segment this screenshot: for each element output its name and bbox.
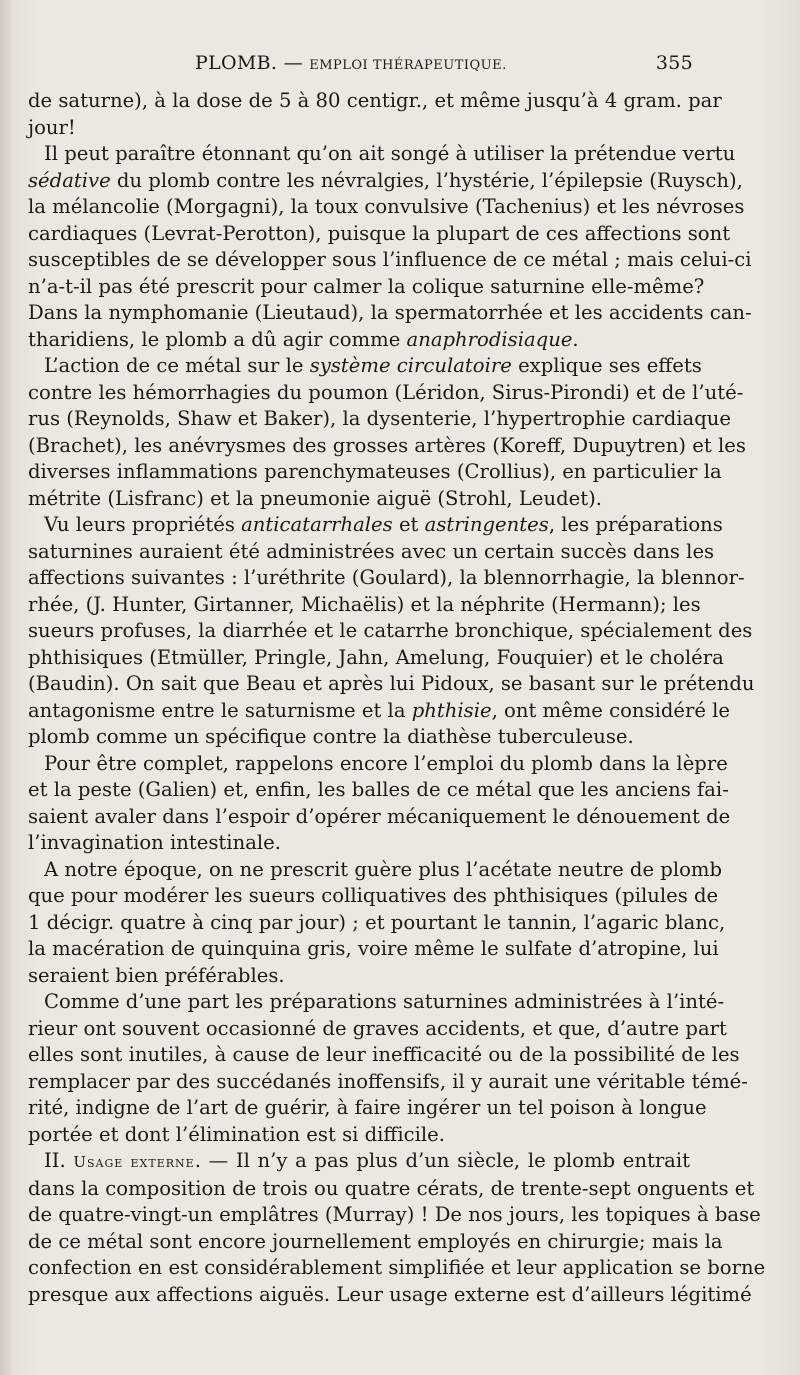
text-line: rieur ont souvent occasionné de graves accidents, et que, d’autre part bbox=[28, 1016, 727, 1040]
text-line: sueurs profuses, la diarrhée et le catarrhe bronchique, spécialement des bbox=[28, 619, 753, 642]
text-line: elles sont inutiles, à cause de leur inefficacité ou de la possibilité de les bbox=[28, 1043, 740, 1066]
text-line: n’a-t-il pas été prescrit pour calmer la colique saturnine elle-même? bbox=[28, 274, 705, 298]
text-line: portée et dont l’élimination est si difficile. bbox=[28, 1122, 445, 1146]
text-line: (Brachet), les anévrysmes des grosses artères (Koreff, Dupuytren) et les bbox=[28, 433, 746, 457]
text-line: plomb comme un spécifique contre la diathèse tuberculeuse. bbox=[28, 725, 634, 748]
text-line: saturnines auraient été administrées avec un certain succès dans les bbox=[28, 539, 715, 563]
text-line: contre les hémorrhagies du poumon (Léridon, Sirus-Pirondi) et de l’uté- bbox=[28, 380, 744, 404]
text-line: diverses inflammations parenchymateuses (Crollius), en particulier la bbox=[28, 460, 722, 483]
text-line: rus (Reynolds, Shaw et Baker), la dysenterie, l’hypertrophie cardiaque bbox=[28, 407, 731, 430]
text-line: la mélancolie (Morgagni), la toux convulsive (Tachenius) et les névroses bbox=[28, 195, 745, 218]
text-line: l’invagination intestinale. bbox=[28, 831, 281, 854]
text-line: Vu leurs propriétés anticatarrhales et astringentes, les préparations bbox=[44, 513, 723, 536]
text-line: de ce métal sont encore journellement employés en chirurgie; mais la bbox=[28, 1229, 723, 1253]
text-line: phthisiques (Etmüller, Pringle, Jahn, Amelung, Fouquier) et le choléra bbox=[28, 645, 724, 669]
text-line: cardiaques (Levrat-Perotton), puisque la plupart de ces affections sont bbox=[28, 221, 731, 245]
text-line: 1 décigr. quatre à cinq par jour) ; et pourtant le tannin, l’agaric blanc, bbox=[28, 910, 726, 934]
running-title bbox=[195, 52, 507, 74]
text-line: que pour modérer les sueurs colliquatives des phthisiques (pilules de bbox=[28, 884, 719, 907]
body-text bbox=[28, 88, 766, 1308]
text-line: II. Usage externe. — Il n’y a pas plus d’un siècle, le plomb entrait bbox=[44, 1149, 691, 1172]
page-number: 355 bbox=[655, 52, 693, 74]
text-line: tharidiens, le plomb a dû agir comme anaphrodisiaque. bbox=[28, 327, 579, 351]
text-line: sédative du plomb contre les névralgies, l’hystérie, l’épilepsie (Ruysch), bbox=[28, 168, 743, 192]
text-line: A notre époque, on ne prescrit guère plus l’acétate neutre de plomb bbox=[44, 857, 723, 881]
running-title-left: PLOMB. — bbox=[195, 52, 303, 74]
text-line: remplacer par des succédanés inoffensifs, il y aurait une véritable témé- bbox=[28, 1069, 748, 1093]
text-line: saient avaler dans l’espoir d’opérer mécaniquement le dénouement de bbox=[28, 804, 731, 828]
text-line: rhée, (J. Hunter, Girtanner, Michaëlis) et la néphrite (Hermann); les bbox=[28, 592, 701, 616]
text-line: la macération de quinquina gris, voire même le sulfate d’atropine, lui bbox=[28, 937, 719, 960]
text-line: Comme d’une part les préparations saturnines administrées à l’inté- bbox=[44, 990, 725, 1013]
text-line: susceptibles de se développer sous l’influence de ce métal ; mais celui-ci bbox=[28, 248, 752, 271]
text-line: métrite (Lisfranc) et la pneumonie aiguë (Strohl, Leudet). bbox=[28, 486, 602, 510]
text-line: presque aux affections aiguës. Leur usage externe est d’ailleurs légitimé bbox=[28, 1282, 752, 1306]
text-line: confection en est considérablement simplifiée et leur application se borne bbox=[28, 1256, 766, 1279]
text-line: et la peste (Galien) et, enfin, les balles de ce métal que les anciens fai- bbox=[28, 778, 729, 801]
running-header bbox=[195, 52, 693, 74]
text-line: de saturne), à la dose de 5 à 80 centigr., et même jusqu’à 4 gram. par bbox=[28, 89, 722, 112]
text-line: Il peut paraître étonnant qu’on ait songé à utiliser la prétendue vertu bbox=[44, 142, 736, 165]
text-line: (Baudin). On sait que Beau et après lui Pidoux, se basant sur le prétendu bbox=[28, 672, 755, 695]
text-line: L’action de ce métal sur le système circulatoire explique ses effets bbox=[44, 354, 702, 377]
text-line: dans la composition de trois ou quatre cérats, de trente-sept onguents et bbox=[28, 1176, 755, 1200]
text-line: antagonisme entre le saturnisme et la phthisie, ont même considéré le bbox=[28, 698, 731, 722]
text-line: de quatre-vingt-un emplâtres (Murray) ! De nos jours, les topiques à base bbox=[28, 1203, 761, 1226]
text-line: jour! bbox=[28, 115, 76, 139]
text-line: affections suivantes : l’uréthrite (Goulard), la blennorrhagie, la blennor- bbox=[28, 566, 745, 589]
text-line: seraient bien préférables. bbox=[28, 963, 285, 987]
text-line: Dans la nymphomanie (Lieutaud), la spermatorrhée et les accidents can- bbox=[28, 301, 752, 324]
text-line: rité, indigne de l’art de guérir, à faire ingérer un tel poison à longue bbox=[28, 1096, 707, 1119]
running-title-right: EMPLOI THÉRAPEUTIQUE. bbox=[309, 58, 507, 73]
text-line: Pour être complet, rappelons encore l’emploi du plomb dans la lèpre bbox=[44, 751, 728, 775]
